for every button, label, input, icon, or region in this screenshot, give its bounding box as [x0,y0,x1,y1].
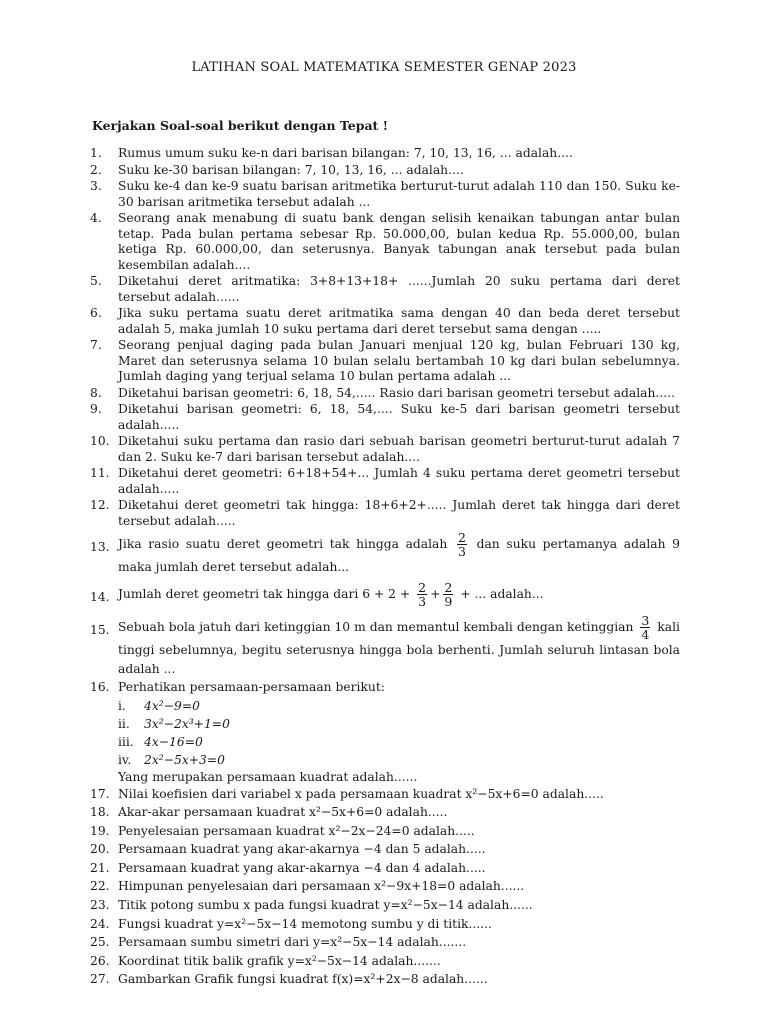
question-item [90,934,680,952]
question-text: Jika suku pertama suatu deret aritmatika sama dengan 40 dan beda deret tersebut adalah 5, maka jumlah 10 suku pertama dari deret tersebut sama dengan ..... [118,306,680,336]
question-number: 22. [90,879,110,894]
question-item [90,434,680,465]
question-item [90,786,680,804]
question-number: 5. [90,274,102,288]
question-number: 11. [90,466,110,480]
equation-list [90,697,680,786]
question-text: Seorang anak menabung di suatu bank dengan selisih kenaikan tabungan antar bulan tetap. Pada bulan pertama sebesar Rp. 50.000,00, bulan kedua Rp. 55.000,00, bulan ketiga Rp. 60.000,00, dan seterusnya. Banyak tabungan anak tersebut pada bulan kesembilan adalah.... [118,211,680,272]
question-number: 27. [90,972,110,987]
question-item: 13. Jika rasio suatu deret geometri tak hingga adalah $\frac{2}{3}$ dan suku pertamanya adalah 9 maka jumlah deret tersebut adalah... [90,530,680,574]
question-number: 7. [90,338,102,352]
question-number: 24. [90,916,110,931]
question-item [90,897,680,915]
question-item [90,146,680,162]
question-item [90,916,680,934]
question-text: Diketahui deret geometri tak hingga: 18+6+2+..... Jumlah deret tak hingga dari deret tersebut adalah..... [118,498,680,528]
question-number: 20. [90,842,110,857]
question-text: Rumus umum suku ke-n dari barisan bilangan: 7, 10, 13, 16, ... adalah.... [118,146,573,160]
question-text: Suku ke-30 barisan bilangan: 7, 10, 13, 16, ... adalah.... [118,162,464,177]
fraction: $\frac{2}{3}$ [457,530,466,559]
fraction: $\frac{2}{3}$ [418,580,427,609]
question-text: Diketahui barisan geometri: 6, 18, 54,..... Rasio dari barisan geometri tersebut adalah..... [118,385,675,400]
question-text: Diketahui deret aritmatika: 3+8+13+18+ ......Jumlah 20 suku pertama dari deret tersebut adalah...... [118,274,680,304]
question-number: 18. [90,805,110,820]
question-text: Himpunan penyelesaian dari persamaan x²−9x+18=0 adalah...... [118,879,525,894]
question-text: Fungsi kuadrat y=x²−5x−14 memotong sumbu y di titik...... [118,916,492,931]
question-item [90,338,680,385]
question-number: 23. [90,898,110,913]
question-item [90,841,680,859]
question-item [90,971,680,989]
fraction: $\frac{3}{4}$ [641,613,650,642]
question-number: 19. [90,823,110,838]
question-item: 15. Sebuah bola jatuh dari ketinggian 10 m dan memantul kembali dengan ketinggian $\frac{3}{4}$ kali tinggi sebelumnya, begitu seterusnya hingga bola berhenti. Jumlah seluruh lintasan bola adalah ... [90,613,680,676]
question-text: Akar-akar persamaan kuadrat x²−5x+6=0 adalah..... [118,805,448,820]
question-number: 9. [90,402,102,416]
question-number: 2. [90,162,102,177]
question-text: Diketahui barisan geometri: 6, 18, 54,.... Suku ke-5 dari barisan geometri tersebut adalah..... [118,402,680,432]
question-number: 1. [90,146,102,160]
question-text: Nilai koefisien dari variabel x pada persamaan kuadrat x²−5x+6=0 adalah..... [118,786,604,801]
fraction: $\frac{2}{9}$ [444,580,453,609]
question-list [90,146,680,990]
question-number: 3. [90,179,102,193]
question-item: 14. Jumlah deret geometri tak hingga dari 6 + 2 + $\frac{2}{3}$ + $\frac{2}{9}$ + ... adalah... [90,580,544,609]
question-text: Titik potong sumbu x pada fungsi kuadrat y=x²−5x−14 adalah...... [118,898,533,913]
question-text: Gambarkan Grafik fungsi kuadrat f(x)=x²+2x−8 adalah...... [118,972,488,987]
question-item [90,804,680,822]
question-number: 4. [90,211,102,225]
question-item [90,179,680,210]
question-text: Persamaan kuadrat yang akar-akarnya −4 dan 4 adalah..... [118,860,486,875]
question-followup: Yang merupakan persamaan kuadrat adalah...... [118,769,418,784]
question-number: 10. [90,434,110,448]
question-item [90,163,680,179]
question-number: 12. [90,498,110,512]
question-item [90,823,680,841]
question-item [90,953,680,971]
question-item [90,306,680,337]
equation-row: iv. 2x²−5x+3=0 [118,752,226,767]
question-number: 21. [90,860,110,875]
question-item [90,498,680,529]
question-text: Diketahui deret geometri: 6+18+54+... Jumlah 4 suku pertama deret geometri tersebut adalah..... [118,466,680,496]
page-title: LATIHAN SOAL MATEMATIKA SEMESTER GENAP 2023 [191,60,577,75]
question-text: Koordinat titik balik grafik y=x²−5x−14 adalah....... [118,953,441,968]
question-text: Persamaan sumbu simetri dari y=x²−5x−14 adalah....... [118,935,467,950]
question-text: Suku ke-4 dan ke-9 suatu barisan aritmetika berturut-turut adalah 110 dan 150. Suku ke-30 barisan aritmetika tersebut adalah ... [118,179,680,209]
question-number: 25. [90,935,110,950]
question-number: 6. [90,306,102,320]
equation-row: i. 4x²−9=0 [118,698,200,713]
question-item [90,402,680,433]
question-text: Penyelesaian persamaan kuadrat x²−2x−24=0 adalah..... [118,823,475,838]
equation-row: iii. 4x−16=0 [118,734,203,749]
question-item [90,211,680,273]
question-item [90,466,680,497]
equation-row: ii. 3x²−2x³+1=0 [118,716,230,731]
question-number: 8. [90,385,102,400]
question-item [90,274,680,305]
question-number: 26. [90,953,110,968]
question-text: Seorang penjual daging pada bulan Januari menjual 120 kg, bulan Februari 130 kg, Maret dan seterusnya selama 10 bulan selalu bertambah 10 kg dari bulan sebelumnya. Jumlah daging yang terjual selama 10 bulan pertama adalah ... [118,338,680,383]
question-text: Diketahui suku pertama dan rasio dari sebuah barisan geometri berturut-turut adalah 7 dan 2. Suku ke-7 dari barisan tersebut adalah.... [118,434,680,464]
question-number: 17. [90,786,110,801]
instruction-heading: Kerjakan Soal-soal berikut dengan Tepat ! [92,118,389,133]
question-item: 16. Perhatikan persamaan-persamaan berikut: [90,680,385,694]
question-item [90,878,680,896]
question-item [90,386,680,402]
question-text: Persamaan kuadrat yang akar-akarnya −4 dan 5 adalah..... [118,842,486,857]
question-item [90,860,680,878]
